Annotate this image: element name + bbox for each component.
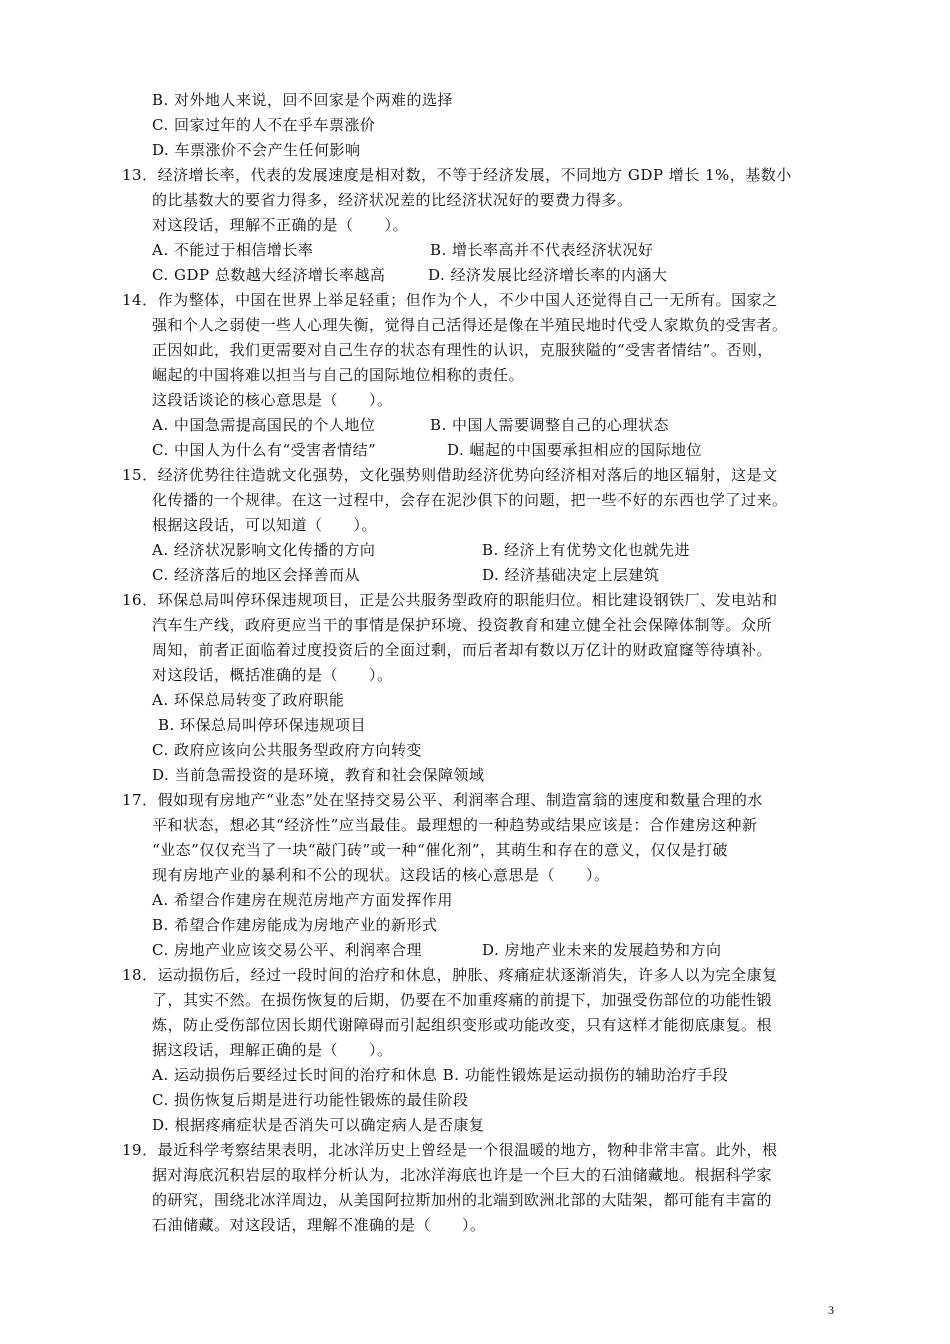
text-line: 19．最近科学考察结果表明，北冰洋历史上曾经是一个很温暖的地方，物种非常丰富。此外，根: [122, 1141, 778, 1159]
text-line: C. GDP 总数越大经济增长率越高: [152, 266, 386, 284]
answer-option: D. 经济基础决定上层建筑: [482, 566, 660, 584]
text-line: 18．运动损伤后，经过一段时间的治疗和休息，肿胀、疼痛症状逐渐消失，许多人以为完全康复: [122, 966, 778, 984]
answer-option: D. 崛起的中国要承担相应的国际地位: [447, 441, 703, 459]
text-line: 了，其实不然。在损伤恢复的后期，仍要在不加重疼痛的前提下，加强受伤部位的功能性锻: [152, 991, 773, 1009]
text-line: A. 中国急需提高国民的个人地位: [152, 416, 376, 434]
text-line: C. 政府应该向公共服务型政府方向转变: [152, 741, 422, 759]
text-line: 据对海底沉积岩层的取样分析认为，北冰洋海底也许是一个巨大的石油储藏地。根据科学家: [152, 1166, 773, 1184]
text-line: 强和个人之弱使一些人心理失衡，觉得自己活得还是像在半殖民地时代受人家欺负的受害者。: [152, 316, 788, 334]
text-line: C. 回家过年的人不在乎车票涨价: [152, 116, 376, 134]
page-number: 3: [828, 1303, 834, 1317]
text-line: A. 不能过于相信增长率: [152, 241, 314, 259]
text-line: B. 环保总局叫停环保违规项目: [158, 716, 367, 734]
text-line: 现有房地产业的暴利和不公的现状。这段话的核心意思是（ ）。: [152, 866, 610, 884]
text-line: 13．经济增长率，代表的发展速度是相对数，不等于经济发展，不同地方 GDP 增长 1%，基数小: [122, 166, 792, 184]
text-line: “业态”仅仅充当了一块“敲门砖”或一种“催化剂”，其萌生和存在的意义，仅仅是打破: [152, 841, 729, 859]
text-line: A. 环保总局转变了政府职能: [152, 691, 345, 709]
text-line: 的比基数大的要省力得多，经济状况差的比经济状况好的要费力得多。: [152, 191, 633, 209]
text-line: 对这段话，概括准确的是（ ）。: [152, 666, 393, 684]
text-line: 据这段话，理解正确的是（ ）。: [152, 1041, 393, 1059]
text-line: D. 根据疼痛症状是否消失可以确定病人是否康复: [152, 1116, 485, 1134]
text-line: 17．假如现有房地产“业态”处在坚持交易公平、利润率合理、制造富翁的速度和数量合理的水: [122, 791, 763, 809]
text-line: 这段话谈论的核心意思是（ ）。: [152, 391, 393, 409]
text-line: C. 经济落后的地区会择善而从: [152, 566, 360, 584]
text-line: 的研究，围绕北冰洋周边，从美国阿拉斯加州的北端到欧洲北部的大陆架，都可能有丰富的: [152, 1191, 773, 1209]
text-line: 对这段话，理解不正确的是（ ）。: [152, 216, 409, 234]
text-line: A. 希望合作建房在规范房地产方面发挥作用: [152, 891, 453, 909]
text-line: A. 经济状况影响文化传播的方向: [152, 541, 376, 559]
text-line: 炼，防止受伤部位因长期代谢障碍而引起组织变形或功能改变，只有这样才能彻底康复。根: [152, 1016, 773, 1034]
answer-option: B. 经济上有优势文化也就先进: [482, 541, 691, 559]
answer-option: D. 房地产业未来的发展趋势和方向: [482, 941, 722, 959]
text-line: B. 希望合作建房能成为房地产业的新形式: [152, 916, 438, 934]
text-line: 化传播的一个规律。在这一过程中，会存在泥沙俱下的问题，把一些不好的东西也学了过来。: [152, 491, 788, 509]
text-line: 周知，前者正面临着过度投资后的全面过剩，而后者却有数以万亿计的财政窟窿等待填补。: [152, 641, 773, 659]
answer-option: B. 中国人需要调整自己的心理状态: [430, 416, 670, 434]
text-line: B. 对外地人来说，回不回家是个两难的选择: [152, 91, 454, 109]
text-line: 16．环保总局叫停环保违规项目，正是公共服务型政府的职能归位。相比建设钢铁厂、发电站和: [122, 591, 778, 609]
text-line: 正因如此，我们更需要对自己生存的状态有理性的认识，克服狭隘的“受害者情结”。否则，: [152, 341, 773, 359]
text-line: C. 损伤恢复后期是进行功能性锻炼的最佳阶段: [152, 1091, 469, 1109]
text-line: 15．经济优势往往造就文化强势，文化强势则借助经济优势向经济相对落后的地区辐射，这是文: [122, 466, 778, 484]
text-line: 根据这段话，可以知道（ ）。: [152, 516, 378, 534]
text-line: C. 房地产业应该交易公平、利润率合理: [152, 941, 422, 959]
text-line: 汽车生产线，政府更应当干的事情是保护环境、投资教育和建立健全社会保障体制等。众所: [152, 616, 773, 634]
text-line: D. 当前急需投资的是环境，教育和社会保障领域: [152, 766, 485, 784]
text-line: C. 中国人为什么有“受害者情结”: [152, 441, 377, 459]
answer-option: B. 增长率高并不代表经济状况好: [430, 241, 654, 259]
answer-option: D. 经济发展比经济增长率的内涵大: [428, 266, 668, 284]
text-line: 平和状态，想必其“经济性”应当最佳。最理想的一种趋势或结果应该是：合作建房这种新: [152, 816, 758, 834]
text-line: 14．作为整体，中国在世界上举足轻重；但作为个人，不少中国人还觉得自己一无所有。国家之: [122, 291, 778, 309]
text-line: A. 运动损伤后要经过长时间的治疗和休息 B. 功能性锻炼是运动损伤的辅助治疗手段: [152, 1066, 729, 1084]
text-line: D. 车票涨价不会产生任何影响: [152, 141, 361, 159]
text-line: 石油储藏。对这段话，理解不准确的是（ ）。: [152, 1216, 486, 1234]
text-line: 崛起的中国将难以担当与自己的国际地位相称的责任。: [152, 366, 525, 384]
